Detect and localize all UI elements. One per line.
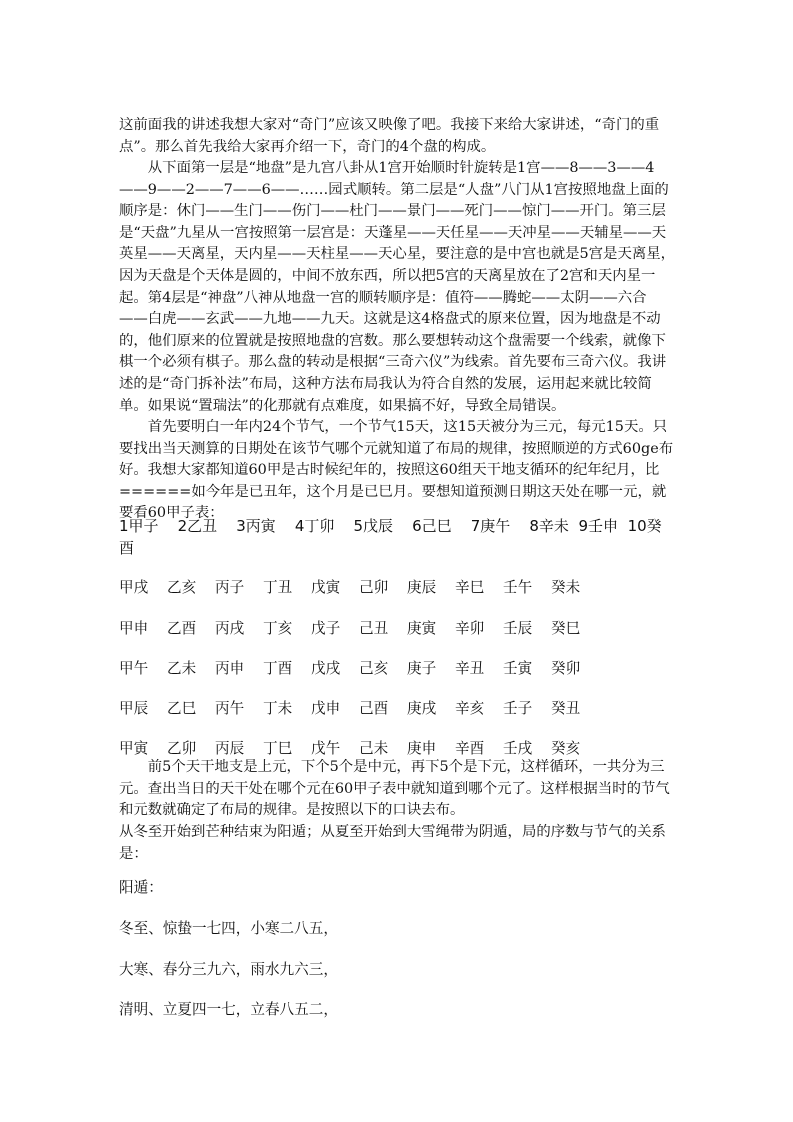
jiazi-cell: 丁酉	[263, 660, 293, 677]
jieqi-paragraph: 首先要明白一年内24个节气，一个节气15天，这15天被分为三元，每元15天。只要找出当天测算的日期处在该节气哪个元就知道了布局的规律，按照顺逆的方式60ge布好。我想大家都知道60甲是古时候纪年的，按照这60组天干地支循环的纪年纪月，比======如今年是已丑年，这个月是已巳月。要想知道预测日期这天处在哪一元，就要看60甲子表：	[119, 419, 674, 522]
jiazi-cell: 己未	[359, 740, 389, 757]
jiazi-cell: 癸亥	[551, 740, 581, 757]
jiazi-cell: 壬寅	[503, 660, 533, 677]
jiazi-cell: 甲申	[119, 620, 149, 637]
jiazi-cell: 戊午	[311, 740, 341, 757]
jiazi-row	[119, 657, 679, 678]
jiazi-cell: 庚戌	[407, 700, 437, 717]
jiazi-cell: 丙子	[215, 579, 245, 596]
jiazi-cell: 癸未	[551, 579, 581, 596]
yang-dun-line: 大寒、春分三九六，雨水九六三，	[119, 961, 338, 978]
jiazi-cell: 丙戌	[215, 620, 245, 637]
jiazi-header-cell: 2乙丑	[177, 517, 218, 535]
jiazi-header-cell: 5戊辰	[353, 517, 394, 535]
jiazi-header-cell: 4丁卯	[294, 517, 335, 535]
jiazi-cell: 戊寅	[311, 579, 341, 596]
jiazi-cell: 己丑	[359, 620, 389, 637]
jiazi-header-cell: 8辛未	[529, 517, 569, 535]
jiazi-cell: 壬午	[503, 579, 533, 596]
jiazi-cell: 丙午	[215, 700, 245, 717]
pan-structure-paragraph: 从下面第一层是“地盘”是九宫八卦从1宫开始顺时针旋转是1宫——8——3——4——9——2——7——6——……园式顺转。第二层是“人盘”八门从1宫按照地盘上面的顺序是：休门——生门——伤门——杜门——景门——死门——惊门——开门。第三层是“天盘”九星从一宫按照第一层宫是：天蓬星——天任星——天冲星——天辅星——天英星——天离星，天内星——天柱星——天心星，要注意的是中宫也就是5宫是天离星，因为天盘是个天体是圆的，中间不放东西，所以把5宫的天离星放在了2宫和天内星一起。第4层是“神盘”八神从地盘一宫的顺转顺序是：值符——腾蛇——太阴——六合——白虎——玄武——九地——九天。这就是这4格盘式的原来位置，因为地盘是不动的，他们原来的位置就是按照地盘的宫数。那么要想转动这个盘需要一个线索，就像下棋一个必须有棋子。那么盘的转动是根据“三奇六仪”为线索。首先要布三奇六仪。我讲述的是“奇门拆补法”布局，这种方法布局我认为符合自然的发展，运用起来就比较简单。如果说“置瑞法”的化那就有点难度，如果搞不好，导致全局错误。	[119, 160, 676, 414]
jiazi-cell: 丙申	[215, 660, 245, 677]
jiazi-cell: 丙辰	[215, 740, 245, 757]
jiazi-cell: 乙亥	[167, 579, 197, 596]
jiazi-header-cell: 3丙寅	[236, 517, 276, 535]
jiazi-cell: 辛丑	[455, 660, 485, 677]
jiazi-cell: 辛亥	[455, 700, 485, 717]
jiazi-header-cell: 9壬申	[578, 517, 619, 535]
jiazi-cell: 丁丑	[263, 579, 293, 596]
jiazi-cell: 乙巳	[167, 700, 197, 717]
jiazi-cell: 戊子	[311, 620, 341, 637]
jiazi-cell: 辛巳	[455, 579, 485, 596]
yang-dun-line: 清明、立夏四一七，立春八五二，	[119, 1001, 338, 1018]
jiazi-cell: 己卯	[359, 579, 389, 596]
jiazi-cell: 壬戌	[503, 740, 533, 757]
jiazi-header-cell: 7庚午	[470, 517, 511, 535]
jiazi-cell: 乙未	[167, 660, 197, 677]
jiazi-cell: 庚申	[407, 740, 437, 757]
jiazi-row	[119, 617, 679, 638]
jiazi-cell: 戊申	[311, 700, 341, 717]
yang-dun-line: 冬至、惊蛰一七四，小寒二八五，	[119, 920, 338, 937]
jiazi-cell: 乙酉	[167, 620, 197, 637]
jiazi-header-cell: 1甲子	[119, 517, 159, 535]
jiazi-cell: 乙卯	[167, 740, 197, 757]
jiazi-cell: 丁亥	[263, 620, 293, 637]
jiazi-cell: 甲午	[119, 660, 149, 677]
jiazi-cell: 庚寅	[407, 620, 437, 637]
jiazi-cell: 丁巳	[263, 740, 293, 757]
jiazi-cell: 甲寅	[119, 740, 149, 757]
jiazi-cell: 辛卯	[455, 620, 485, 637]
jiazi-cell: 庚子	[407, 660, 437, 677]
jiazi-cell: 癸巳	[551, 620, 581, 637]
jiazi-cell: 辛酉	[455, 740, 485, 757]
dun-paragraph: 从冬至开始到芒种结束为阳遁；从夏至开始到大雪绳带为阴遁，局的序数与节气的关系是：	[119, 824, 666, 862]
yuan-paragraph: 前5个天干地支是上元，下个5个是中元，再下5个是下元，这样循环，一共分为三元。查出当日的天干处在哪个元在60甲子表中就知道到哪个元了。这样根据当时的节气和元数就确定了布局的规律。是按照以下的口诀去布。	[119, 759, 670, 819]
jiazi-row	[119, 697, 679, 718]
jiazi-cell: 癸卯	[551, 660, 581, 677]
jiazi-cell: 庚辰	[407, 579, 437, 596]
jiazi-cell: 己酉	[359, 700, 389, 717]
jiazi-cell: 戊戌	[311, 660, 341, 677]
jiazi-cell: 癸丑	[551, 700, 581, 717]
yang-dun-title: 阳遁：	[119, 879, 163, 896]
jiazi-row	[119, 576, 679, 597]
intro-paragraph: 这前面我的讲述我想大家对“奇门”应该又映像了吧。我接下来给大家讲述，“奇门的重点”。那么首先我给大家再介绍一下，奇门的4个盘的构成。	[119, 117, 660, 155]
jiazi-cell: 甲戌	[119, 579, 149, 596]
jiazi-header-cell: 10癸酉	[119, 517, 662, 557]
jiazi-cell: 壬子	[503, 700, 533, 717]
jiazi-row	[119, 737, 679, 758]
jiazi-cell: 己亥	[359, 660, 389, 677]
jiazi-header-cell: 6己巳	[412, 517, 452, 535]
jiazi-cell: 壬辰	[503, 620, 533, 637]
jiazi-header-row	[119, 516, 675, 559]
jiazi-cell: 甲辰	[119, 700, 149, 717]
jiazi-cell: 丁未	[263, 700, 293, 717]
